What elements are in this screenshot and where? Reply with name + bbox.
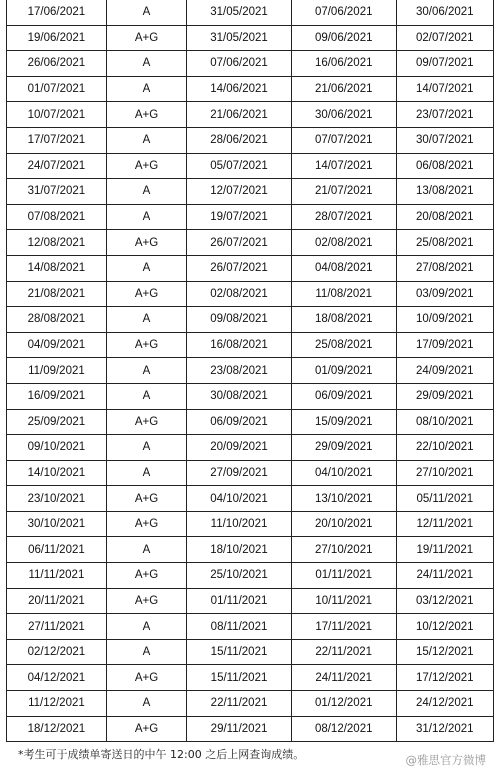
table-row [7, 255, 494, 281]
table-cell: 24/11/2021 [396, 563, 493, 589]
table-cell: 11/08/2021 [291, 281, 396, 307]
table-cell: 23/08/2021 [187, 358, 292, 384]
table-row [7, 358, 494, 384]
schedule-table [6, 0, 494, 742]
table-cell: 30/06/2021 [291, 102, 396, 128]
table-cell: 24/11/2021 [291, 665, 396, 691]
table-cell: 23/10/2021 [7, 486, 107, 512]
footnote: *考生可于成绩单寄送日的中午 12:00 之后上网查询成绩。 [18, 748, 305, 761]
table-cell: 16/08/2021 [187, 332, 292, 358]
table-cell: 04/12/2021 [7, 665, 107, 691]
table-cell: 12/11/2021 [396, 511, 493, 537]
table-row [7, 383, 494, 409]
table-cell: 01/12/2021 [291, 691, 396, 717]
table-cell: A [106, 127, 186, 153]
table-row [7, 51, 494, 77]
table-cell: 28/06/2021 [187, 127, 292, 153]
table-cell: 06/11/2021 [7, 537, 107, 563]
table-cell: 29/09/2021 [396, 383, 493, 409]
table-cell: 20/10/2021 [291, 511, 396, 537]
table-row [7, 511, 494, 537]
table-cell: 11/11/2021 [7, 563, 107, 589]
table-row [7, 76, 494, 102]
table-row [7, 486, 494, 512]
table-cell: 12/08/2021 [7, 230, 107, 256]
table-cell: 22/10/2021 [396, 435, 493, 461]
table-cell: A+G [106, 716, 186, 742]
table-cell: 16/06/2021 [291, 51, 396, 77]
table-cell: 21/06/2021 [187, 102, 292, 128]
table-cell: A+G [106, 281, 186, 307]
table-cell: A [106, 460, 186, 486]
table-cell: 19/06/2021 [7, 25, 107, 51]
table-cell: 24/07/2021 [7, 153, 107, 179]
table-cell: 14/06/2021 [187, 76, 292, 102]
table-row [7, 614, 494, 640]
table-cell: 28/08/2021 [7, 307, 107, 333]
table-row [7, 102, 494, 128]
table-cell: 09/07/2021 [396, 51, 493, 77]
table-cell: 03/09/2021 [396, 281, 493, 307]
table-cell: 01/11/2021 [187, 588, 292, 614]
table-cell: 25/09/2021 [7, 409, 107, 435]
table-cell: 31/12/2021 [396, 716, 493, 742]
table-cell: 03/12/2021 [396, 588, 493, 614]
table-cell: 07/06/2021 [291, 0, 396, 25]
table-cell: 17/07/2021 [7, 127, 107, 153]
table-cell: 21/08/2021 [7, 281, 107, 307]
table-cell: A [106, 639, 186, 665]
table-cell: 22/11/2021 [291, 639, 396, 665]
table-row [7, 716, 494, 742]
table-cell: 15/09/2021 [291, 409, 396, 435]
table-cell: 20/11/2021 [7, 588, 107, 614]
table-cell: A+G [106, 332, 186, 358]
table-cell: 09/06/2021 [291, 25, 396, 51]
table-cell: 24/12/2021 [396, 691, 493, 717]
table-cell: 08/11/2021 [187, 614, 292, 640]
table-cell: 27/10/2021 [291, 537, 396, 563]
table-cell: 07/07/2021 [291, 127, 396, 153]
table-cell: A [106, 179, 186, 205]
table-cell: 26/07/2021 [187, 230, 292, 256]
table-cell: 21/06/2021 [291, 76, 396, 102]
table-cell: 18/12/2021 [7, 716, 107, 742]
table-cell: 13/10/2021 [291, 486, 396, 512]
table-row [7, 332, 494, 358]
table-cell: 05/07/2021 [187, 153, 292, 179]
table-cell: 30/07/2021 [396, 127, 493, 153]
table-row [7, 179, 494, 205]
table-cell: A+G [106, 409, 186, 435]
table-cell: A [106, 691, 186, 717]
table-row [7, 639, 494, 665]
table-cell: A [106, 307, 186, 333]
table-cell: 29/11/2021 [187, 716, 292, 742]
table-row [7, 665, 494, 691]
table-cell: 09/10/2021 [7, 435, 107, 461]
table-row [7, 0, 494, 25]
table-cell: 07/06/2021 [187, 51, 292, 77]
table-cell: 02/08/2021 [291, 230, 396, 256]
table-cell: 04/09/2021 [7, 332, 107, 358]
table-cell: 30/08/2021 [187, 383, 292, 409]
table-cell: A+G [106, 230, 186, 256]
table-cell: 12/07/2021 [187, 179, 292, 205]
table-row [7, 153, 494, 179]
table-cell: 11/10/2021 [187, 511, 292, 537]
table-row [7, 204, 494, 230]
table-row [7, 127, 494, 153]
table-cell: A [106, 76, 186, 102]
table-cell: 26/06/2021 [7, 51, 107, 77]
table-cell: A [106, 358, 186, 384]
table-cell: 01/09/2021 [291, 358, 396, 384]
table-cell: 17/09/2021 [396, 332, 493, 358]
table-cell: 10/09/2021 [396, 307, 493, 333]
table-cell: 04/10/2021 [187, 486, 292, 512]
table-cell: A [106, 435, 186, 461]
table-cell: A+G [106, 588, 186, 614]
schedule-table-body [7, 0, 494, 742]
table-cell: 16/09/2021 [7, 383, 107, 409]
table-cell: A+G [106, 486, 186, 512]
table-cell: 07/08/2021 [7, 204, 107, 230]
table-cell: 27/09/2021 [187, 460, 292, 486]
table-cell: 08/10/2021 [396, 409, 493, 435]
table-cell: 18/10/2021 [187, 537, 292, 563]
table-row [7, 307, 494, 333]
table-cell: 02/12/2021 [7, 639, 107, 665]
table-cell: 14/10/2021 [7, 460, 107, 486]
table-cell: 20/08/2021 [396, 204, 493, 230]
table-row [7, 435, 494, 461]
table-cell: 10/07/2021 [7, 102, 107, 128]
table-cell: 10/11/2021 [291, 588, 396, 614]
table-cell: 29/09/2021 [291, 435, 396, 461]
table-cell: 27/10/2021 [396, 460, 493, 486]
table-cell: 09/08/2021 [187, 307, 292, 333]
table-cell: 14/08/2021 [7, 255, 107, 281]
table-row [7, 563, 494, 589]
table-cell: 25/08/2021 [291, 332, 396, 358]
table-cell: A+G [106, 665, 186, 691]
table-cell: 17/06/2021 [7, 0, 107, 25]
table-cell: 23/07/2021 [396, 102, 493, 128]
table-cell: 22/11/2021 [187, 691, 292, 717]
table-cell: 15/11/2021 [187, 665, 292, 691]
table-cell: 05/11/2021 [396, 486, 493, 512]
table-row [7, 460, 494, 486]
table-cell: 06/09/2021 [291, 383, 396, 409]
table-cell: 28/07/2021 [291, 204, 396, 230]
table-cell: A [106, 51, 186, 77]
table-cell: 21/07/2021 [291, 179, 396, 205]
table-cell: 18/08/2021 [291, 307, 396, 333]
table-cell: 27/11/2021 [7, 614, 107, 640]
table-row [7, 25, 494, 51]
table-cell: A+G [106, 563, 186, 589]
table-cell: A [106, 204, 186, 230]
table-cell: 20/09/2021 [187, 435, 292, 461]
table-cell: 26/07/2021 [187, 255, 292, 281]
table-cell: A+G [106, 102, 186, 128]
table-row [7, 588, 494, 614]
table-cell: 25/10/2021 [187, 563, 292, 589]
table-cell: 13/08/2021 [396, 179, 493, 205]
table-cell: 02/07/2021 [396, 25, 493, 51]
table-cell: 08/12/2021 [291, 716, 396, 742]
table-cell: 14/07/2021 [291, 153, 396, 179]
table-cell: 30/10/2021 [7, 511, 107, 537]
table-cell: 31/05/2021 [187, 25, 292, 51]
table-cell: 11/12/2021 [7, 691, 107, 717]
table-cell: 06/09/2021 [187, 409, 292, 435]
table-cell: 04/08/2021 [291, 255, 396, 281]
table-cell: 27/08/2021 [396, 255, 493, 281]
table-cell: A+G [106, 25, 186, 51]
table-cell: 25/08/2021 [396, 230, 493, 256]
table-cell: 11/09/2021 [7, 358, 107, 384]
table-row [7, 230, 494, 256]
table-cell: 01/07/2021 [7, 76, 107, 102]
table-cell: A [106, 383, 186, 409]
table-cell: 19/11/2021 [396, 537, 493, 563]
table-row [7, 691, 494, 717]
table-cell: 30/06/2021 [396, 0, 493, 25]
table-cell: 01/11/2021 [291, 563, 396, 589]
table-cell: A [106, 0, 186, 25]
table-row [7, 537, 494, 563]
table-cell: A+G [106, 153, 186, 179]
table-cell: 15/11/2021 [187, 639, 292, 665]
table-cell: 17/11/2021 [291, 614, 396, 640]
table-cell: A+G [106, 511, 186, 537]
table-cell: 02/08/2021 [187, 281, 292, 307]
table-cell: 15/12/2021 [396, 639, 493, 665]
table-cell: 14/07/2021 [396, 76, 493, 102]
table-cell: 10/12/2021 [396, 614, 493, 640]
table-cell: 31/07/2021 [7, 179, 107, 205]
table-row [7, 409, 494, 435]
table-cell: 06/08/2021 [396, 153, 493, 179]
table-cell: A [106, 614, 186, 640]
watermark-text: @雅思官方微博 [405, 753, 486, 767]
table-cell: 04/10/2021 [291, 460, 396, 486]
table-row [7, 281, 494, 307]
table-cell: 31/05/2021 [187, 0, 292, 25]
table-cell: 24/09/2021 [396, 358, 493, 384]
table-cell: 19/07/2021 [187, 204, 292, 230]
table-cell: 17/12/2021 [396, 665, 493, 691]
table-cell: A [106, 537, 186, 563]
table-cell: A [106, 255, 186, 281]
